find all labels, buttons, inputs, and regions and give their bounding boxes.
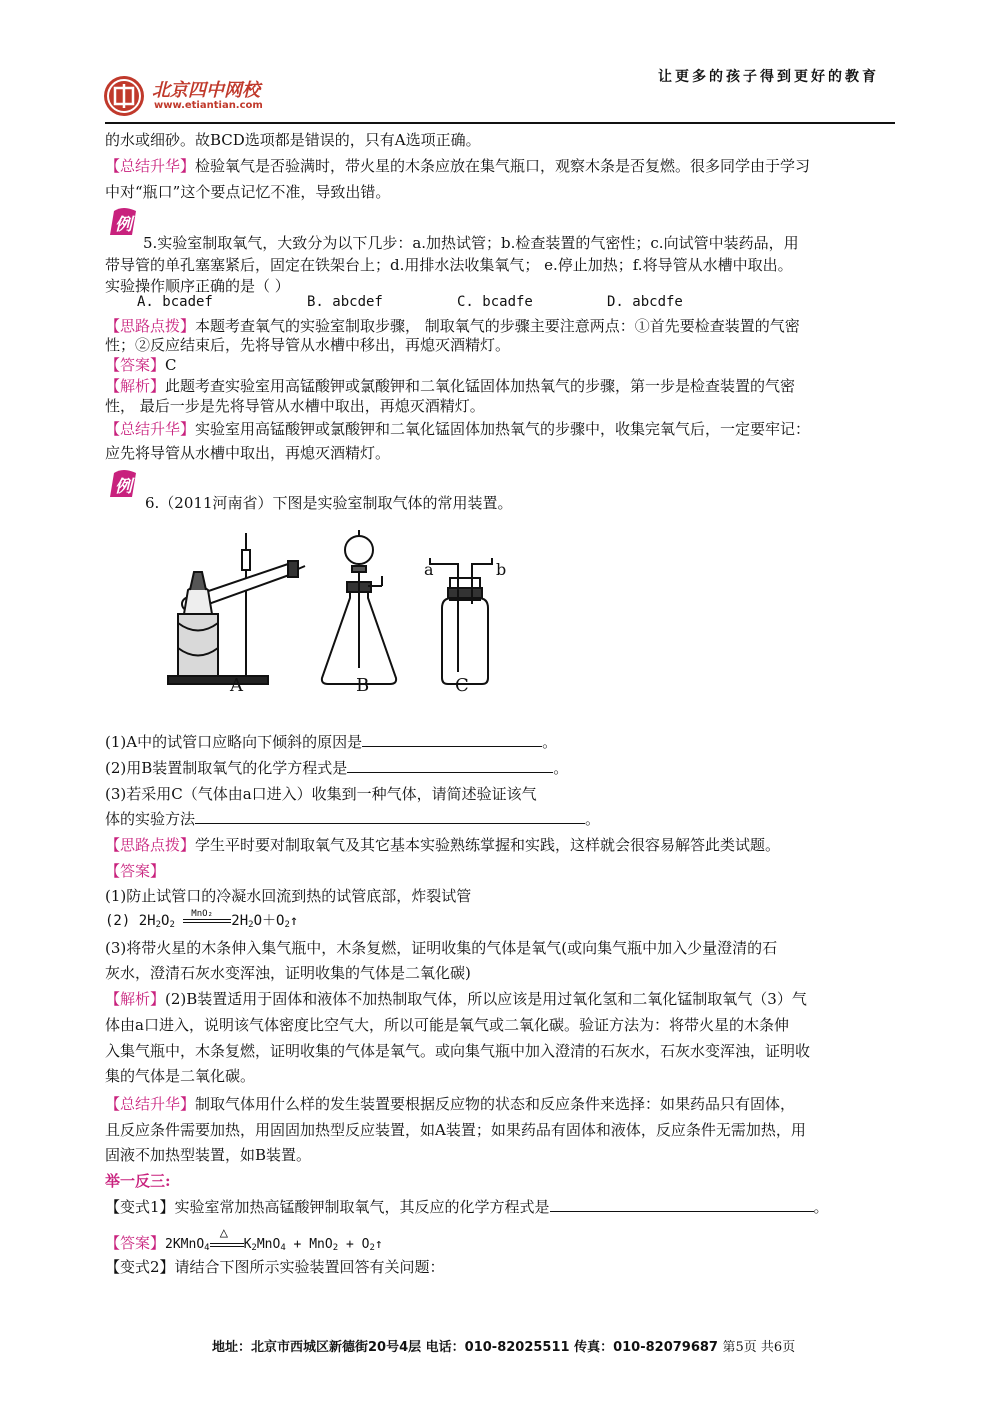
- eq-sub: 4: [280, 1243, 286, 1253]
- answer-blank: [347, 758, 553, 773]
- heat-symbol: △: [219, 1224, 229, 1241]
- question-text: (1)A中的试管口应略向下倾斜的原因是: [105, 733, 363, 751]
- section-tag: 【总结升华】: [105, 157, 196, 175]
- arrow-line-top: [210, 1243, 244, 1244]
- question-6-part-2: [105, 757, 568, 779]
- example-badge: [106, 467, 140, 501]
- footer: [212, 1336, 795, 1355]
- question-5-line: 带导管的单孔塞塞紧后，固定在铁架台上；d.用排水法收集氧气； e.停止加热；f.将导管从水槽中取出。: [105, 256, 793, 274]
- question-5-line: 实验操作顺序正确的是（ ）: [105, 277, 290, 295]
- figure-label-a: A: [230, 675, 243, 696]
- text-line: 体由a口进入，说明该气体密度比空气大，所以可能是氧气或二氧化碳。验证方法为：将带火星的木条伸: [105, 1016, 789, 1034]
- eq-part: (2) 2H: [105, 913, 156, 929]
- eq-sub: 2: [369, 1243, 375, 1253]
- eq-sub: 2: [251, 1243, 257, 1253]
- eq-sub: 2: [248, 920, 254, 930]
- period: 。: [813, 1198, 829, 1216]
- eq-part: 2H: [231, 913, 249, 929]
- badge-text: 例: [115, 215, 132, 235]
- question-6-part-3: [105, 808, 600, 830]
- question-5-line: 5.实验室制取氧气，大致分为以下几步：a.加热试管；b.检查装置的气密性；c.向试管中装药品，用: [143, 234, 799, 252]
- answer-blank: [550, 1197, 814, 1212]
- logo-emblem-icon: [102, 74, 146, 118]
- question-text: (2)用B装置制取氧气的化学方程式是: [105, 759, 348, 777]
- summary-paragraph: [105, 1093, 795, 1115]
- summary-paragraph: [105, 418, 810, 440]
- example-badge: [106, 205, 140, 239]
- variant-2: 【变式2】请结合下图所示实验装置回答有关问题：: [105, 1258, 445, 1276]
- text-line: 固液不加热型装置，如B装置。: [105, 1146, 312, 1164]
- apparatus-c-icon: [430, 558, 492, 684]
- text-line: 实验室用高锰酸钾或氯酸钾和二氧化锰固体加热氧气的步骤中，收集完氧气后，一定要牢记：: [195, 420, 811, 438]
- eq-part: 2KMnO: [165, 1237, 205, 1252]
- question-6-part-1: [105, 731, 557, 753]
- eq-part: O＋O: [253, 913, 285, 929]
- apparatus-figure: [160, 528, 540, 698]
- text-line: (2)B装置适用于固体和液体不加热制取气体，所以应该是用过氧化氢和二氧化锰制取氧气（3）气: [165, 990, 807, 1008]
- answer-text: C: [165, 356, 177, 374]
- answer-blank: [362, 732, 542, 747]
- text-line: 集的气体是二氧化碳。: [105, 1067, 256, 1085]
- section-tag: 【答案】: [105, 356, 166, 374]
- text-line: 的水或细砂。故BCD选项都是错误的，只有A选项正确。: [105, 131, 481, 149]
- header-slogan: 让更多的孩子得到更好的教育: [658, 69, 879, 85]
- section-tag: 【思路点拨】: [105, 836, 196, 854]
- eq-part: + O: [338, 1237, 370, 1252]
- eq-sub: 2: [284, 920, 290, 930]
- text-line: 本题考查氧气的实验室制取步骤， 制取氧气的步骤主要注意两点：①首先要检查装置的气密: [195, 317, 800, 335]
- question-6-part-3: (3)若采用C（气体由a口进入）收集到一种气体，请简述验证该气: [105, 785, 537, 803]
- arrow-line-bottom: [210, 1246, 244, 1247]
- section-tag: 【解析】: [105, 990, 166, 1008]
- eq-sub: 2: [155, 920, 161, 930]
- option-d: D. abcdfe: [607, 294, 683, 310]
- reaction-arrow: [210, 1224, 244, 1252]
- analysis-paragraph: [105, 988, 807, 1010]
- apparatus-a-icon: [168, 533, 305, 684]
- practice-heading: 举一反三:: [105, 1172, 171, 1190]
- gas-arrow: ↑: [289, 913, 299, 929]
- period: 。: [553, 759, 569, 777]
- arrow-line-bottom: [183, 922, 231, 923]
- figure-port-b: b: [496, 560, 507, 579]
- apparatus-b-icon: [322, 530, 396, 684]
- section-tag: 【总结升华】: [105, 420, 196, 438]
- reaction-arrow: [183, 909, 231, 928]
- text-line: (3)将带火星的木条伸入集气瓶中，木条复燃，证明收集的气体是氧气(或向集气瓶中加入少量澄清的石: [105, 939, 778, 957]
- question-text: 【变式1】实验室常加热高锰酸钾制取氧气，其反应的化学方程式是: [105, 1198, 550, 1216]
- answer-blank: [195, 809, 585, 824]
- analysis-paragraph: [105, 375, 795, 397]
- eq-part: MnO: [256, 1237, 281, 1252]
- answer-line: [105, 354, 177, 376]
- section-tag: 【总结升华】: [105, 1095, 196, 1113]
- answer-tag: [105, 860, 165, 882]
- section-tag: 【答案】: [105, 1234, 166, 1252]
- question-text: 体的实验方法: [105, 810, 196, 828]
- section-tag: 【解析】: [105, 377, 166, 395]
- figure-port-a: a: [424, 560, 434, 579]
- eq-part: K: [243, 1237, 252, 1252]
- logo-name: 北京四中网校: [152, 80, 260, 101]
- question-6-line: 6.（2011河南省）下图是实验室制取气体的常用装置。: [145, 494, 513, 512]
- text-line: 检验氧气是否验满时，带火星的木条应放在集气瓶口，观察木条是否复燃。很多同学由于学习: [195, 157, 811, 175]
- text-line: 学生平时要对制取氧气及其它基本实验熟练掌握和实践，这样就会很容易解答此类试题。: [195, 836, 781, 854]
- catalyst-label: MnO₂: [191, 909, 213, 919]
- text-line: 中对“瓶口”这个要点记忆不准，导致出错。: [105, 183, 391, 201]
- gas-arrow: ↑: [374, 1237, 383, 1252]
- logo-url: www.etiantian.com: [154, 100, 263, 111]
- text-line: 灰水，澄清石灰水变浑浊，证明收集的气体是二氧化碳): [105, 964, 471, 982]
- eq-sub: 2: [169, 920, 175, 930]
- period: 。: [542, 733, 558, 751]
- text-line: 入集气瓶中，木条复燃，证明收集的气体是氧气。或向集气瓶中加入澄清的石灰水，石灰水变浑浊，证明收: [105, 1042, 811, 1060]
- equation-kmno4: [105, 1224, 383, 1259]
- footer-address: 地址：北京市西城区新德街20号4层 电话：010-82025511 传真：010-82079687: [212, 1340, 718, 1355]
- eq-part: O: [161, 913, 170, 929]
- period: 。: [585, 810, 601, 828]
- idea-paragraph: [105, 834, 780, 856]
- eq-part: + MnO: [285, 1237, 333, 1252]
- text-line: 性；②反应结束后，先将导管从水槽中移出，再熄灭酒精灯。: [105, 336, 511, 354]
- section-tag: 【思路点拨】: [105, 317, 196, 335]
- text-line: 且反应条件需要加热，用固固加热型反应装置，如A装置；如果药品有固体和液体，反应条件无需加热，用: [105, 1121, 806, 1139]
- badge-text: 例: [115, 477, 132, 497]
- text-line: 性， 最后一步是先将导管从水槽中取出，再熄灭酒精灯。: [105, 397, 485, 415]
- text-line: 制取气体用什么样的发生装置要根据反应物的状态和反应条件来选择：如果药品只有固体，: [195, 1095, 796, 1113]
- text-line: 此题考查实验室用高锰酸钾或氯酸钾和二氧化锰固体加热氧气的步骤，第一步是检查装置的气密: [165, 377, 796, 395]
- variant-1: [105, 1196, 829, 1218]
- option-a: A. bcadef: [137, 294, 213, 310]
- header-rule: [105, 122, 895, 124]
- equation-h2o2: [105, 910, 298, 936]
- text-line: 应先将导管从水槽中取出，再熄灭酒精灯。: [105, 444, 391, 462]
- footer-page: 第5页 共6页: [722, 1340, 796, 1355]
- figure-label-b: B: [356, 675, 370, 696]
- summary-paragraph: [105, 155, 810, 177]
- eq-sub: 2: [332, 1243, 339, 1253]
- option-b: B. abcdef: [307, 294, 383, 310]
- logo: [102, 72, 302, 122]
- section-tag: 【答案】: [105, 862, 166, 880]
- option-c: C. bcadfe: [457, 294, 533, 310]
- arrow-line-top: [183, 919, 231, 920]
- text-line: (1)防止试管口的冷凝水回流到热的试管底部，炸裂试管: [105, 887, 472, 905]
- eq-sub: 4: [204, 1243, 210, 1253]
- figure-label-c: C: [455, 675, 469, 696]
